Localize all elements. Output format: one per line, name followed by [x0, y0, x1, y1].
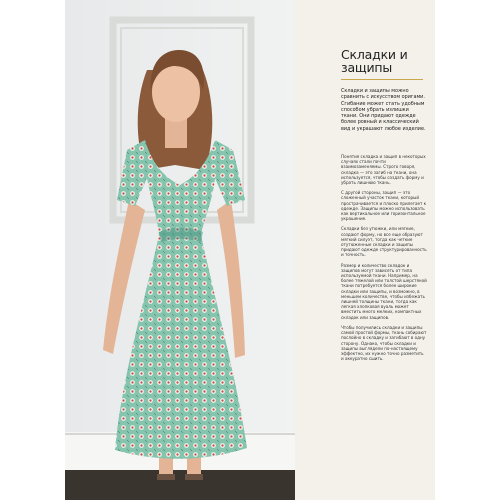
body-paragraph: Понятия складка и защип в некоторых случаях стали почти взаимозаменяемы. Строго говоря, складка — это загиб на ткани, она используется, чтобы создать форму и убрать лишнюю ткань.	[341, 154, 426, 186]
body-paragraph: Размер и количество складок и защипов могут зависеть от типа используемой ткани. Например, на более тяжелой или толстой шерстяной ткани потребуется более широкие складки или защипы, и возможно, в меньшем количестве, чтобы избежать лишней толщины ткани, тогда как легкая хлопковая вуаль может вместить много мелких, компактных складок или защипов.	[341, 262, 427, 320]
body-text	[341, 154, 427, 366]
photo-woman-in-dress	[65, 0, 295, 500]
photo-illustration	[65, 0, 295, 500]
body-paragraph: Складки без утюжки, или мягкие, создают форму, но все еще образуют мягкий силуэт, тогда как четкие отутюженные складки и защипы придают одежде структурированность и точность.	[341, 226, 427, 258]
title-divider	[341, 79, 423, 80]
body-paragraph: Чтобы получились складки и защипы самой простой формы, ткань собирают послойно в складку и загибают в одну сторону. Однако, чтобы складки и защипы выглядели по-настоящему эффектно, их нужно точно разметить и аккуратно сшить.	[341, 324, 427, 362]
intro-paragraph: Складки и защипы можно сравнить с искусством оригами. Сгибание может стать удобным способом убрать излишки ткани. Они придают одежде более ровный и классический вид и украшают любое изделие.	[341, 88, 426, 132]
page-title: Складки и защипы	[341, 47, 408, 75]
body-paragraph: С другой стороны, защип — это сложенный участок ткани, который прострачивается и плоско прилегает к одежде. Защипы можно использовать как вертикальное или горизонтальное украшение.	[341, 190, 427, 222]
book-page	[65, 0, 435, 500]
text-column	[295, 0, 435, 500]
